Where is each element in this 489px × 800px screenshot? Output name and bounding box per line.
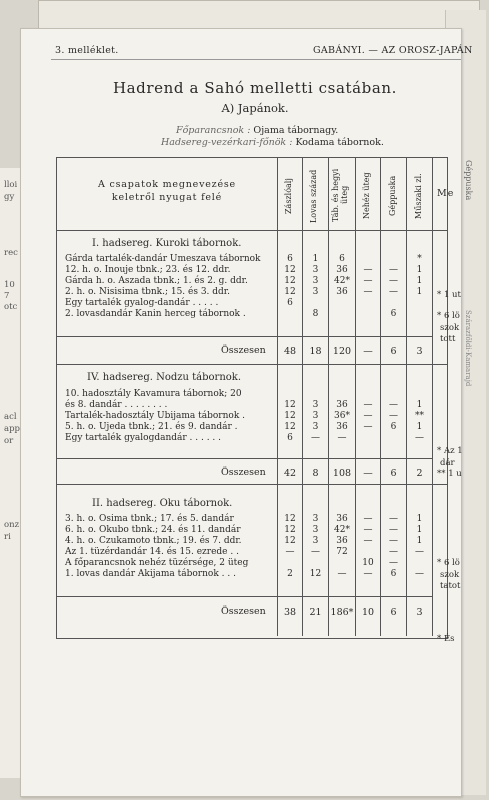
edge-text-2: Szárazfőldi-Kamarajd (464, 310, 472, 387)
total-value: 6 (390, 607, 397, 618)
cell-value: 36 (336, 400, 348, 410)
edge-text-1: Géppuska (464, 160, 473, 201)
cell-value (407, 309, 432, 320)
frag-6: acl (4, 412, 17, 422)
unit-name: 6. h. o. Okubo tbnk.; 24. és 11. dandár (65, 525, 241, 535)
cell-value: 12 (284, 536, 296, 546)
cell-value (381, 389, 406, 400)
staff-chief-line (161, 137, 384, 148)
cell-value: 2 (287, 569, 293, 579)
total-value: 120 (332, 346, 352, 357)
cell-value: — (389, 276, 398, 286)
cell-value: 36* (334, 411, 350, 421)
total-value: 48 (283, 346, 297, 357)
col-header-engineer: Műszaki zl. (414, 173, 423, 219)
remark: * 6 lö (437, 558, 460, 568)
cell-value: 42* (334, 276, 350, 286)
cell-value (329, 389, 355, 400)
cell-value: 10 (362, 558, 374, 568)
cell-value (278, 309, 302, 320)
staff-name: Kodama tábornok. (295, 137, 384, 148)
cell-value: — (389, 558, 398, 568)
frag-0: lloi (4, 180, 18, 190)
chief-label: Főparancsnok : (176, 125, 251, 136)
cell-value: — (389, 400, 398, 410)
cell-value: — (311, 433, 320, 443)
cell-value: — (311, 547, 320, 557)
total-value: — (363, 468, 373, 479)
total-value: 10 (361, 607, 375, 618)
cell-value: — (389, 525, 398, 535)
cell-value (356, 547, 380, 558)
total-value: 3 (416, 607, 423, 618)
cell-value: 3 (312, 287, 319, 297)
header-rule (51, 59, 461, 60)
cell-value (329, 309, 355, 320)
cell-value: — (285, 547, 295, 557)
total-label: Összesen (221, 606, 266, 617)
remark: * És (437, 634, 455, 644)
unit-name: 12. h. o. Inouje tbnk.; 23. és 12. ddr. (65, 265, 231, 275)
unit-name: Tartalék-hadosztály Ubijama tábornok . (65, 411, 245, 421)
unit-name: Az 1. tüzérdandár 14. és 15. ezrede . . (65, 547, 239, 557)
cell-value: 72 (336, 547, 348, 557)
frag-1: gy (4, 192, 15, 202)
header-rule (57, 230, 447, 231)
col-header-field-battery: Táb. és hegyi üteg (331, 168, 349, 222)
cell-value: 6 (287, 433, 293, 443)
total-value: 186* (330, 607, 354, 618)
remark: szok (440, 570, 460, 580)
unit-name: 4. h. o. Czukamoto tbnk.; 19. és 7. ddr. (65, 536, 242, 546)
section-end-rule (57, 484, 447, 485)
section-title: IV. hadsereg. Nodzu tábornok. (87, 372, 242, 383)
cell-value (356, 389, 380, 400)
cell-value: — (389, 514, 398, 524)
cell-value (356, 309, 380, 320)
total-value: 38 (283, 607, 297, 618)
section-end-rule (57, 364, 447, 365)
page-title: Hadrend a Sahó melletti csatában. (112, 79, 398, 97)
cell-value: — (363, 411, 373, 421)
remark: * Az 1 (437, 446, 463, 456)
cell-value: — (363, 276, 373, 286)
unit-name: 2. h. o. Nisisima tbnk.; 15. és 3. ddr. (65, 287, 230, 297)
cell-value (329, 558, 355, 569)
cell-value (278, 389, 302, 400)
cell-value: — (337, 433, 347, 443)
cell-value: 1 (416, 536, 423, 546)
cell-value: 12 (284, 400, 296, 410)
cell-value: 6 (390, 569, 397, 579)
cell-value: — (389, 547, 398, 557)
frag-5: otc (4, 302, 18, 312)
unit-name: 10. hadosztály Kavamura tábornok; 20 (65, 389, 242, 399)
cell-value (356, 254, 380, 265)
col-header-remarks: Me (437, 188, 455, 199)
section-rule (57, 596, 432, 597)
cell-value: 36 (336, 536, 348, 546)
cell-value: 1 (416, 525, 423, 535)
cell-value: 3 (312, 265, 319, 275)
cell-value: 1 (416, 422, 423, 432)
cell-value: — (415, 547, 424, 557)
unit-name: és 8. dandár . . . . . . . . (65, 400, 168, 410)
cell-value (278, 558, 302, 569)
total-value: 8 (312, 468, 319, 479)
section-rule (57, 336, 432, 337)
total-value: 6 (390, 346, 397, 357)
col-header-cavalry: Lovas század (309, 169, 318, 223)
cell-value: 12 (284, 525, 296, 535)
cell-value: 12 (284, 276, 296, 286)
cell-value (329, 298, 355, 309)
cell-value: 12 (309, 569, 322, 579)
cell-value: 3 (312, 514, 319, 524)
cell-value: — (363, 525, 373, 535)
section-title: II. hadsereg. Oku tábornok. (92, 498, 233, 509)
remark: * 1 ut (437, 290, 461, 300)
total-value: 108 (332, 468, 352, 479)
unit-name: 3. h. o. Osima tbnk.; 17. és 5. dandár (65, 514, 234, 524)
unit-name: 5. h. o. Ujeda tbnk.; 21. és 9. dandár . (65, 422, 238, 432)
total-value: 2 (416, 468, 423, 479)
cell-value: 6 (339, 254, 345, 264)
cell-value: — (389, 411, 398, 421)
cell-value (356, 433, 380, 444)
cell-value: 6 (287, 254, 293, 264)
appendix-label: 3. melléklet. (55, 45, 119, 56)
remark: ** 1 u (437, 469, 462, 479)
cell-value: 1 (312, 254, 319, 264)
cell-value: — (337, 569, 347, 579)
total-value: 42 (283, 468, 297, 479)
chief-commander-line (176, 125, 338, 136)
cell-value: 36 (336, 514, 348, 524)
remark: tott (440, 334, 456, 344)
cell-value: 3 (312, 525, 319, 535)
cell-value: — (415, 433, 424, 443)
cell-value: 36 (336, 422, 348, 432)
cell-value: 12 (284, 514, 296, 524)
cell-value: — (415, 569, 424, 579)
total-value: 21 (309, 607, 322, 618)
total-value: — (363, 346, 373, 357)
cell-value: — (363, 569, 373, 579)
frag-8: or (4, 436, 14, 446)
frag-9: onz (4, 520, 20, 530)
cell-value: — (389, 265, 398, 275)
cell-value: 6 (287, 298, 293, 308)
cell-value: 12 (284, 287, 296, 297)
cell-value (407, 298, 432, 309)
unit-name: 2. lovasdandár Kanin herceg tábornok . (65, 309, 246, 319)
header-main-line1: A csapatok megnevezése (98, 179, 236, 190)
cell-value: 8 (312, 309, 319, 319)
total-value: 6 (390, 468, 397, 479)
remark: tatot (440, 581, 461, 591)
cell-value: — (363, 400, 373, 410)
unit-name: Egy tartalék gyalog-dandár . . . . . (65, 298, 219, 308)
cell-value: 6 (390, 422, 397, 432)
cell-value: 1 (416, 265, 423, 275)
cell-value (381, 298, 406, 309)
cell-value: — (363, 514, 373, 524)
section-title: I. hadsereg. Kuroki tábornok. (92, 238, 242, 249)
col-header-heavy-battery: Nehéz üteg (362, 172, 371, 220)
cell-value: 1 (416, 400, 423, 410)
cell-value: 3 (312, 276, 319, 286)
cell-value: 12 (284, 265, 296, 275)
remark: dár (440, 458, 455, 468)
cell-value (381, 254, 406, 265)
cell-value: 3 (312, 400, 319, 410)
cell-value: — (363, 287, 373, 297)
staff-label: Hadsereg-vezérkari-főnök : (161, 137, 293, 148)
header-main (57, 178, 277, 204)
cell-value: — (389, 287, 398, 297)
page-subtitle: A) Japánok. (221, 101, 289, 115)
total-value: 18 (309, 346, 322, 357)
cell-value: 42* (334, 525, 350, 535)
order-of-battle-table (56, 157, 463, 644)
frag-10: ri (4, 532, 11, 542)
frag-3: 10 (4, 280, 15, 290)
total-label: Összesen (221, 345, 266, 356)
cell-value: 1 (416, 287, 423, 297)
cell-value: 12 (284, 411, 296, 421)
total-label: Összesen (221, 467, 266, 478)
unit-name: Gárda h. o. Aszada tbnk.; 1. és 2. g. ddr. (65, 276, 248, 286)
cell-value: 36 (336, 265, 348, 275)
cell-value: ** (415, 411, 424, 421)
cell-value: 3 (312, 536, 319, 546)
remark: * 6 lö (437, 311, 460, 321)
unit-name: Egy tartalék gyalogdandár . . . . . . (65, 433, 222, 443)
cell-value: — (363, 422, 373, 432)
frag-4: 7 (4, 291, 10, 301)
running-title: GABÁNYI. — AZ OROSZ-JAPÁN (313, 45, 473, 56)
col-header-machine-gun: Géppuska (388, 175, 397, 217)
cell-value: — (389, 536, 398, 546)
cell-value: 6 (390, 309, 397, 319)
total-value: 3 (416, 346, 423, 357)
cell-value (303, 298, 328, 309)
cell-value: 1 (416, 276, 423, 286)
cell-value: 1 (416, 514, 423, 524)
header-main-line2: keletről nyugat felé (111, 192, 223, 203)
cell-value: — (363, 265, 373, 275)
unit-name: 1. lovas dandár Akijama tábornok . . . (65, 569, 236, 579)
cell-value: — (363, 536, 373, 546)
section-rule (57, 458, 432, 459)
cell-value: 12 (284, 422, 296, 432)
cell-value (303, 558, 328, 569)
cell-value: 36 (336, 287, 348, 297)
cell-value (381, 433, 406, 444)
frag-7: app (4, 424, 20, 434)
cell-value: 3 (312, 411, 319, 421)
col-header-battalion: Zászlóalj (284, 178, 293, 214)
chief-name: Ojama tábornagy. (253, 125, 339, 136)
remark: szok (440, 323, 460, 333)
unit-name: A főparancsnok nehéz tüzérsége, 2 üteg (65, 558, 249, 568)
frag-2: rec (4, 248, 18, 258)
cell-value: * (417, 254, 422, 264)
cell-value (303, 389, 328, 400)
cell-value (356, 298, 380, 309)
unit-name: Gárda tartalék-dandár Umeszava tábornok (65, 254, 261, 264)
cell-value: 3 (312, 422, 319, 432)
cell-value (407, 389, 432, 400)
cell-value (407, 558, 432, 569)
